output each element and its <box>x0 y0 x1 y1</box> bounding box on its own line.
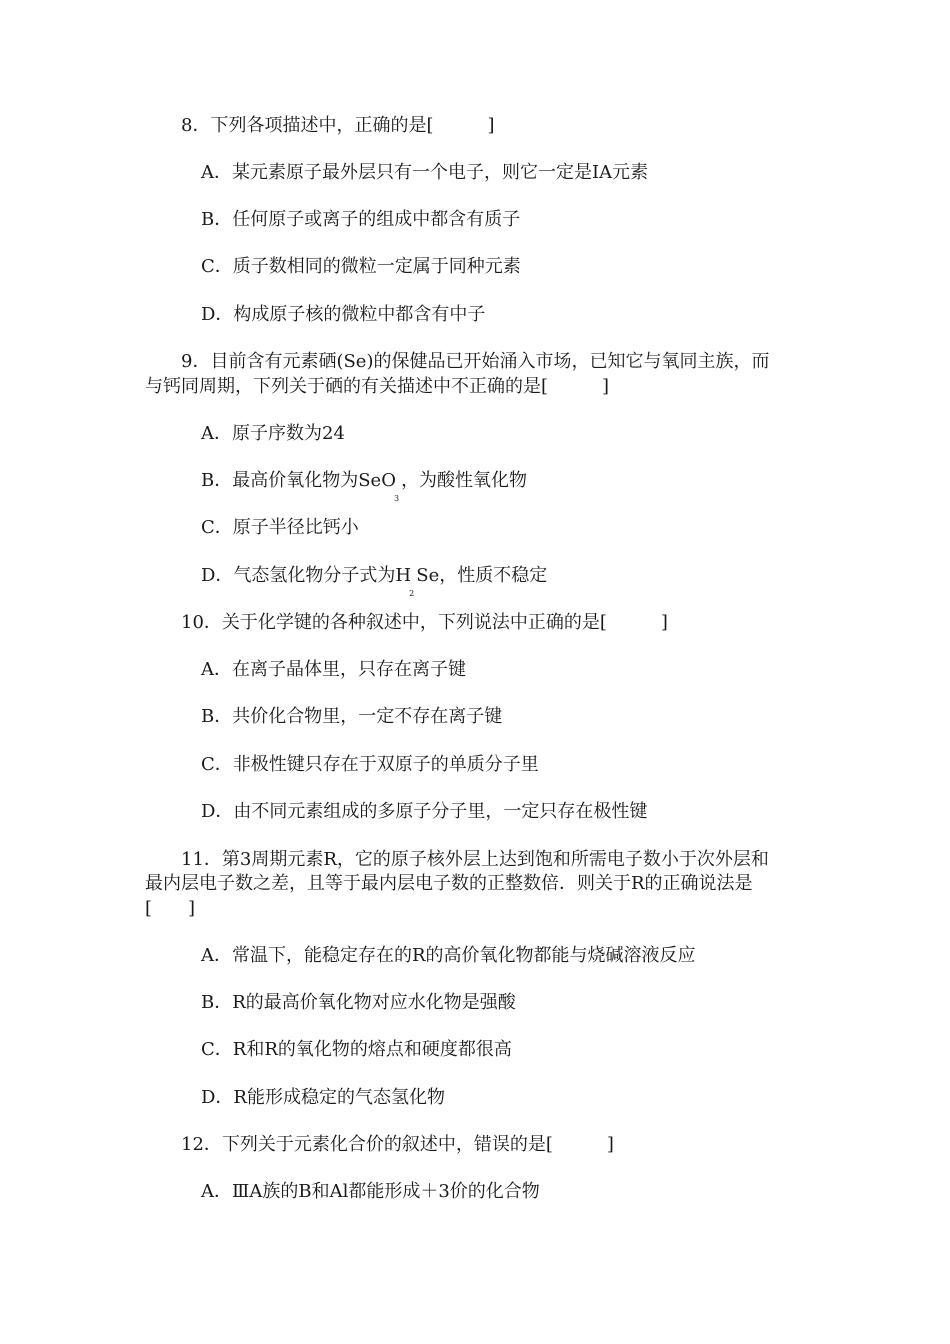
question-11-option-a: A．常温下，能稳定存在的R的高价氧化物都能与烧碱溶液反应 <box>201 945 696 966</box>
subscript: 3 <box>393 494 400 503</box>
question-11-stem-line-2: 最内层电子数之差，且等于最内层电子数的正整数倍．则关于R的正确说法是 <box>145 873 753 894</box>
question-11-option-c: C．R和R的氧化物的熔点和硬度都很高 <box>201 1039 512 1060</box>
question-9-option-b-tail: ，为酸性氧化物 <box>401 470 528 491</box>
question-9-stem-line-1: 9．目前含有元素硒(Se)的保健品已开始涌入市场，已知它与氧同主族，而 <box>181 351 770 372</box>
question-11-stem-line-3: [ ] <box>145 898 196 919</box>
question-11-stem-line-1: 11．第3周期元素R，它的原子核外层上达到饱和所需电子数小于次外层和 <box>181 849 769 870</box>
question-12-stem: 12．下列关于元素化合价的叙述中，错误的是[ ] <box>181 1134 614 1155</box>
question-9-option-d-text: D．气态氢化物分子式为H <box>201 565 412 586</box>
question-10-stem: 10．关于化学键的各种叙述中，下列说法中正确的是[ ] <box>181 612 668 633</box>
question-10-option-a: A．在离子晶体里，只存在离子键 <box>201 659 466 680</box>
question-9-option-d-tail: Se，性质不稳定 <box>416 565 548 586</box>
question-8-option-c: C．质子数相同的微粒一定属于同种元素 <box>201 256 521 277</box>
question-10-option-d: D．由不同元素组成的多原子分子里，一定只存在极性键 <box>201 801 648 822</box>
question-11-option-d: D．R能形成稳定的气态氢化物 <box>201 1087 445 1108</box>
question-11-option-b: B．R的最高价氧化物对应水化物是强酸 <box>201 992 516 1013</box>
subscript: 2 <box>409 589 415 598</box>
question-10-option-c: C．非极性键只存在于双原子的单质分子里 <box>201 754 539 775</box>
question-8-option-b: B．任何原子或离子的组成中都含有质子 <box>201 209 521 230</box>
question-9-option-b-text: B．最高价氧化物为SeO <box>201 470 396 491</box>
question-9-option-d <box>201 565 548 598</box>
question-8-option-a: A．某元素原子最外层只有一个电子，则它一定是ⅠA元素 <box>201 162 649 183</box>
question-9-option-a: A．原子序数为24 <box>201 423 345 444</box>
question-10-option-b: B．共价化合物里，一定不存在离子键 <box>201 706 503 727</box>
question-9-stem-line-2: 与钙同周期，下列关于硒的有关描述中不正确的是[ ] <box>145 376 610 397</box>
question-12-option-a: A．ⅢA族的B和Al都能形成＋3价的化合物 <box>201 1181 540 1202</box>
question-8-option-d: D．构成原子核的微粒中都含有中子 <box>201 304 486 325</box>
question-9-option-b <box>201 470 528 503</box>
question-9-option-c: C．原子半径比钙小 <box>201 517 359 538</box>
question-8-stem: 8．下列各项描述中，正确的是[ ] <box>181 115 495 136</box>
